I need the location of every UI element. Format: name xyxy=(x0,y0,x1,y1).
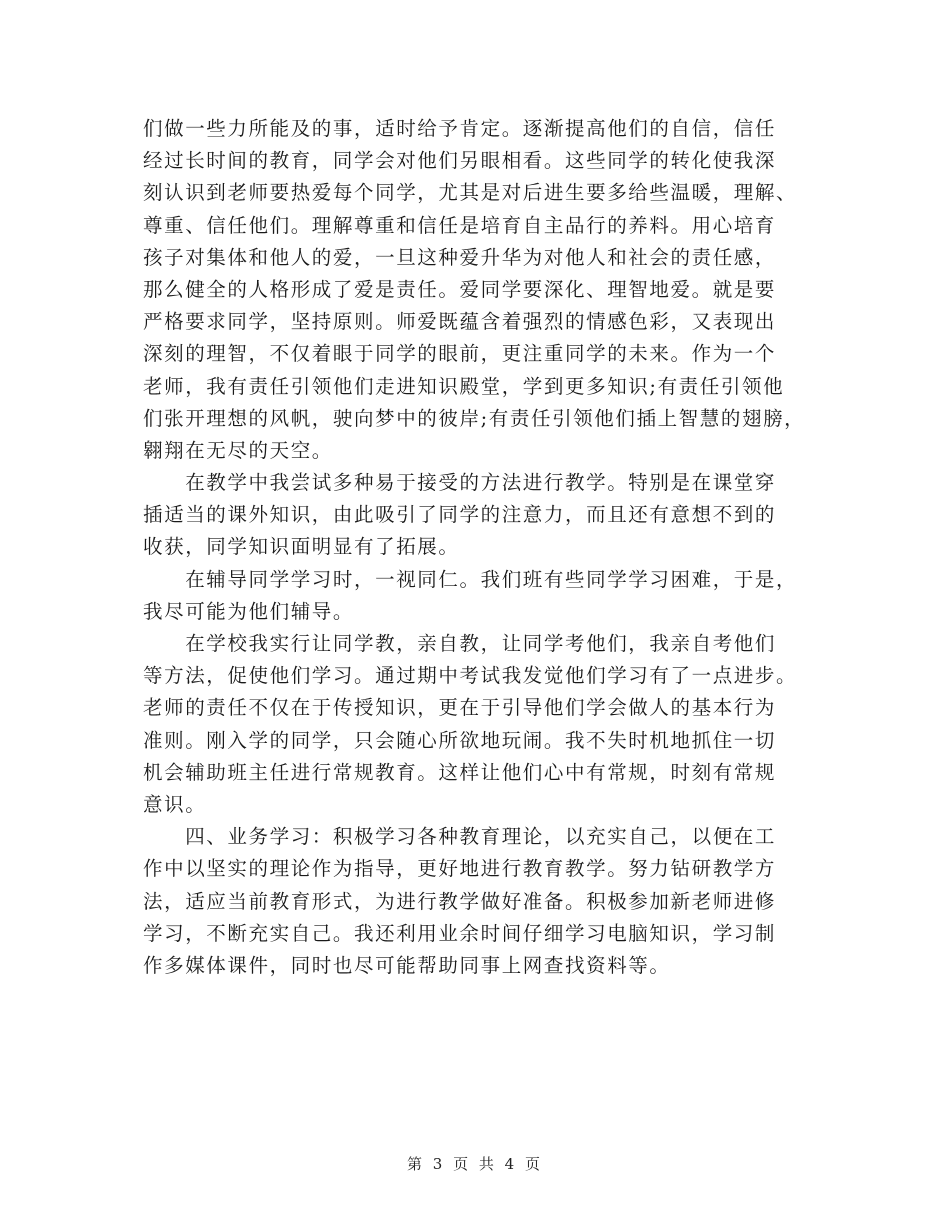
text-line: 作中以坚实的理论作为指导，更好地进行教育教学。努力钻研教学方 xyxy=(143,857,777,881)
body-text xyxy=(143,113,823,982)
text-line: 准则。刚入学的同学，只会随心所欲地玩闹。我不失时机地抓住一切 xyxy=(143,728,777,752)
text-line: 们做一些力所能及的事，适时给予肯定。逐渐提高他们的自信，信任 xyxy=(143,117,777,140)
text-line: 那么健全的人格形成了爱是责任。爱同学要深化、理智地爱。就是要 xyxy=(143,277,777,301)
text-line: 严格要求同学，坚持原则。师爱既蕴含着强烈的情感色彩，又表现出 xyxy=(143,310,777,334)
text-line: 学习，不断充实自己。我还利用业余时间仔细学习电脑知识，学习制 xyxy=(143,921,777,945)
text-line: 插适当的课外知识，由此吸引了同学的注意力，而且还有意想不到的 xyxy=(143,503,777,527)
text-line: 机会辅助班主任进行常规教育。这样让他们心中有常规，时刻有常规 xyxy=(143,760,777,784)
text-line: 老师，我有责任引领他们走进知识殿堂，学到更多知识;有责任引领他 xyxy=(143,374,785,398)
text-line: 作多媒体课件，同时也尽可能帮助同事上网查找资料等。 xyxy=(143,953,671,977)
text-line: 们张开理想的风帆，驶向梦中的彼岸;有责任引领他们插上智慧的翅膀， xyxy=(143,406,806,430)
text-line: 翱翔在无尽的天空。 xyxy=(143,438,333,462)
text-line: 法，适应当前教育形式，为进行教学做好准备。积极参加新老师进修 xyxy=(143,889,777,913)
text-line: 收获，同学知识面明显有了拓展。 xyxy=(143,535,460,559)
page-footer: 第 3 页 共 4 页 xyxy=(407,1155,543,1173)
text-line: 我尽可能为他们辅导。 xyxy=(143,599,355,623)
text-line: 刻认识到老师要热爱每个同学，尤其是对后进生要多给些温暖，理解、 xyxy=(143,181,798,205)
text-line: 经过长时间的教育，同学会对他们另眼相看。这些同学的转化使我深 xyxy=(143,149,777,173)
text-line: 意识。 xyxy=(143,792,207,816)
text-line: 孩子对集体和他人的爱，一旦这种爱升华为对他人和社会的责任感， xyxy=(143,245,777,269)
text-line: 等方法，促使他们学习。通过期中考试我发觉他们学习有了一点进步。 xyxy=(143,664,798,688)
text-line: 在学校我实行让同学教，亲自教，让同学考他们，我亲自考他们 xyxy=(143,632,777,655)
text-line: 尊重、信任他们。理解尊重和信任是培育自主品行的养料。用心培育 xyxy=(143,213,777,237)
text-line: 深刻的理智，不仅着眼于同学的眼前，更注重同学的未来。作为一个 xyxy=(143,342,777,366)
text-line: 四、业务学习：积极学习各种教育理论，以充实自己，以便在工 xyxy=(143,825,777,849)
text-line: 在教学中我尝试多种易于接受的方法进行教学。特别是在课堂穿 xyxy=(143,471,777,495)
text-line: 老师的责任不仅在于传授知识，更在于引导他们学会做人的基本行为 xyxy=(143,696,777,720)
text-line: 在辅导同学学习时，一视同仁。我们班有些同学学习困难，于是， xyxy=(143,567,798,591)
